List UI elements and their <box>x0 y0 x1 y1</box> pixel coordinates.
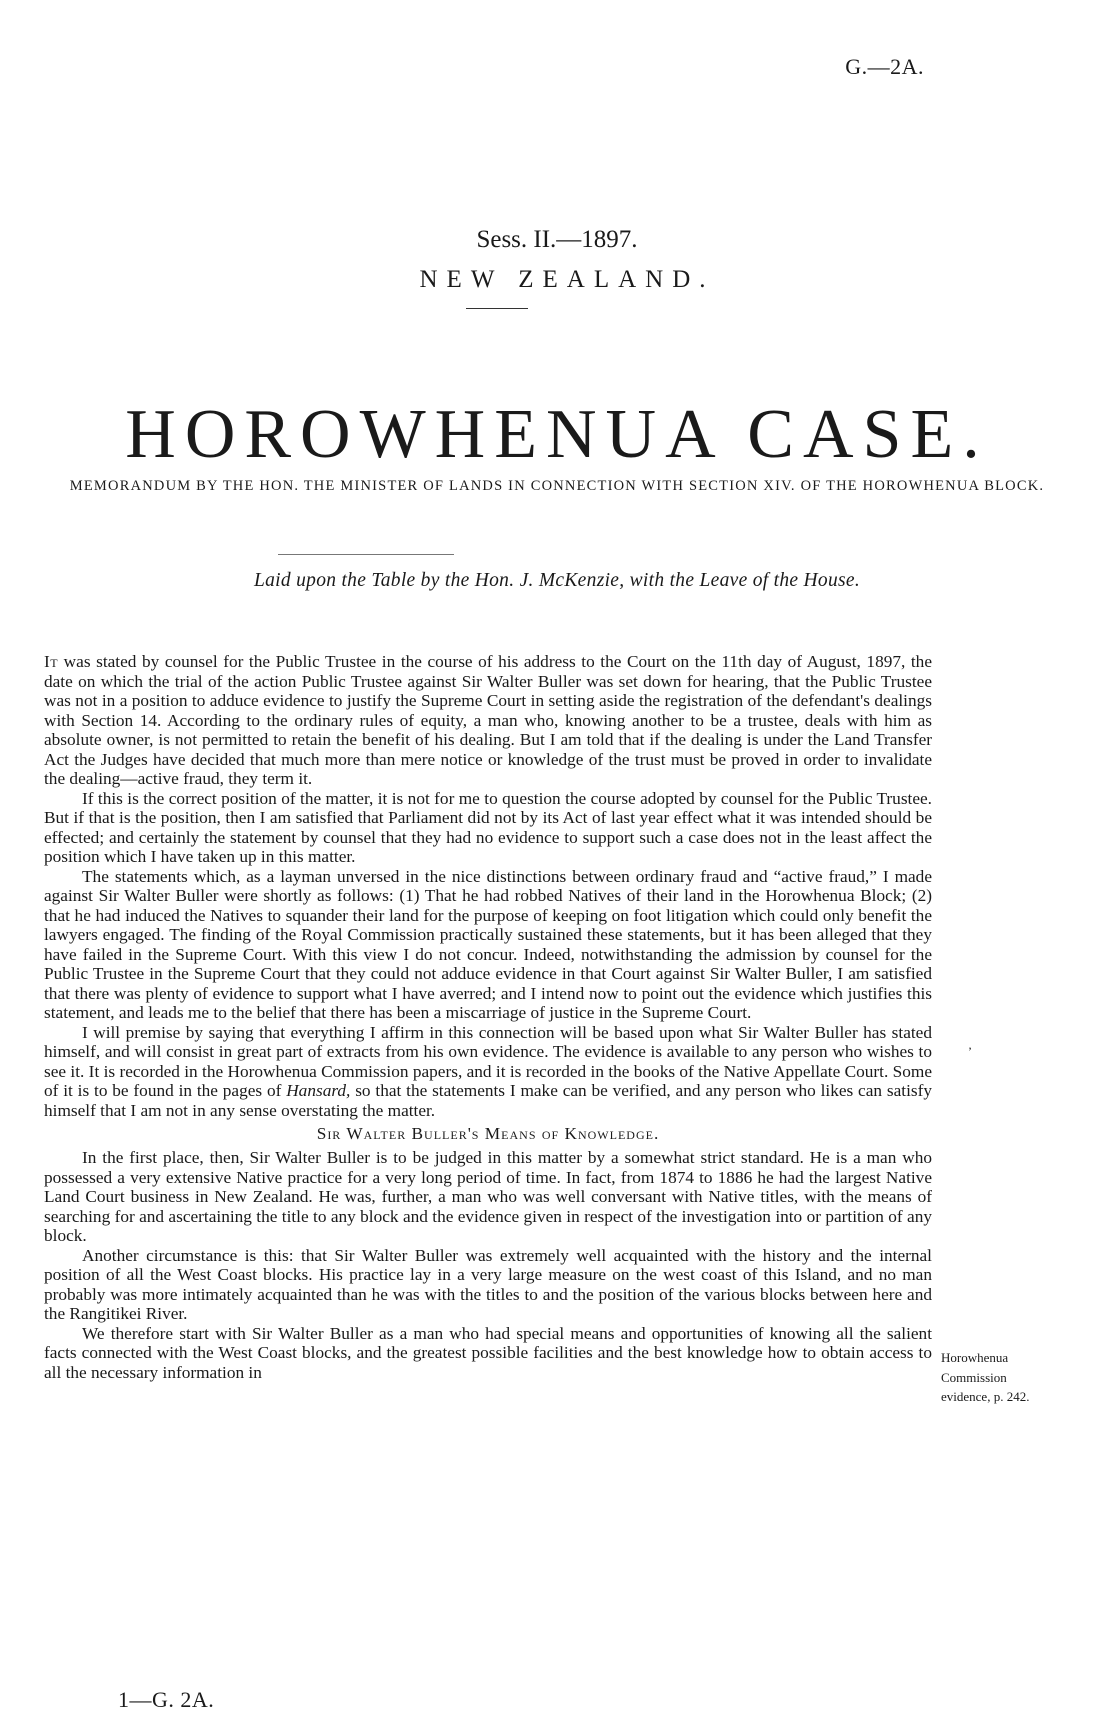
margin-mark: ’ <box>968 1044 972 1058</box>
paragraph-7: We therefore start with Sir Walter Buller as a man who had special means and opportunities of knowing all the salient facts connected with the West Coast blocks, and the greatest possible facilities and the best knowledge how to obtain access to all the necessary information in <box>44 1323 932 1382</box>
margin-note-line-3: evidence, p. 242. <box>941 1389 1030 1404</box>
divider-rule <box>466 308 528 309</box>
hansard-reference: Hansard, <box>286 1081 351 1100</box>
divider-rule-long <box>278 554 454 555</box>
paragraph-2: If this is the correct position of the matter, it is not for me to question the course adopted by counsel for the Public Trustee. But if that is the position, then I am satisfied that Parliament did not by its Act of last year effect what it was intended should be effected; and certainly the statement by counsel that they had no evidence to support such a case does not in the least affect the position which I have taken up in this matter. <box>44 788 932 866</box>
paragraph-1 <box>44 652 932 789</box>
margin-note-line-2: Commission <box>941 1369 1007 1385</box>
paragraph-6: Another circumstance is this: that Sir Walter Buller was extremely well acquainted with the history and the internal position of all the West Coast blocks. His practice lay in a very large measure on the west coast of this Island, and no man probably was more intimately acquainted than he was with the titles to and the position of the various blocks between here and the Rangitikei River. <box>44 1245 932 1323</box>
country-line: NEW ZEALAND. <box>419 266 715 293</box>
margin-note <box>941 1348 1071 1407</box>
paragraph-5: In the first place, then, Sir Walter Buller is to be judged in this matter by a somewhat strict standard. He is a man who possessed a very extensive Native practice for a very long period of time. In fact, from 1874 to 1886 he had the largest Native Land Court business in New Zealand. He was, further, a man who was well conversant with Native titles, with the means of searching for and ascertaining the title to any block and the evidence given in respect of the investigation into or partition of any block. <box>44 1148 932 1245</box>
paragraph-4-text-b: so that the statements I make can be verified, and any person who likes can satisfy himself that I am not in any sense overstating the matter. <box>44 1081 932 1120</box>
session-line: Sess. II.—1897. <box>476 226 638 253</box>
paragraph-4-text-a: I will premise by saying that everything I affirm in this connection will be based upon what Sir Walter Buller has stated himself, and will consist in great part of extracts from his own evidence. The evidence is available to any person who wishes to see it. It is recorded in the Horowhenua Commission papers, and it is recorded in the books of the Native Appellate Court. Some of it is to be found in the pages of <box>44 1022 932 1100</box>
memorandum-body <box>44 652 932 1382</box>
opening-word: It <box>44 652 59 671</box>
page-footer: 1—G. 2A. <box>118 1687 215 1712</box>
paper-reference: G.—2A. <box>845 54 924 79</box>
paragraph-3: The statements which, as a layman unversed in the nice distinctions between ordinary fraud and “active fraud,” I made against Sir Walter Buller were shortly as follows: (1) That he had robbed Natives of their land in the Horowhenua Block; (2) that he had induced the Natives to squander their land for the purpose of keeping on foot litigation which could only benefit the lawyers engaged. The finding of the Royal Commission practically sustained these statements, but it has been alleged that they have failed in the Supreme Court. With this view I do not concur. Indeed, notwithstanding the admission by counsel for the Public Trustee in the Supreme Court that they could not adduce evidence in that Court against Sir Walter Buller, I am satisfied that there was plenty of evidence to support what I have averred; and I intend now to point out the evidence which justifies this statement, and leads me to the belief that there has been a miscarriage of justice in the Supreme Court. <box>44 866 932 1022</box>
document-title: HOROWHENUA CASE. <box>125 396 989 473</box>
paragraph-1-text: was stated by counsel for the Public Trustee in the course of his address to the Court on the 11th day of August, 1897, the date on which the trial of the action Public Trustee against Sir Walter Buller was set down for hearing, that the Public Trustee was not in a position to adduce evidence to justify the Supreme Court in setting aside the registration of the defendant's dealings with Section 14. According to the ordinary rules of equity, a man who, knowing another to be a trustee, deals with him as absolute owner, is not permitted to retain the benefit of his dealing. But I am told that if the dealing is under the Land Transfer Act the Judges have decided that much more than mere notice or knowledge of the trust must be proved in order to invalidate the dealing—active fraud, they term it. <box>44 652 932 788</box>
section-heading: Sir Walter Buller's Means of Knowledge. <box>316 1124 660 1143</box>
paragraph-4 <box>44 1023 932 1121</box>
margin-note-line-1: Horowhenua <box>941 1350 1009 1365</box>
laid-upon-table-line: Laid upon the Table by the Hon. J. McKenzie, with the Leave of the House. <box>253 570 861 591</box>
document-subtitle: MEMORANDUM BY THE HON. THE MINISTER OF LANDS IN CONNECTION WITH SECTION XIV. OF THE HOROWHENUA BLOCK. <box>69 478 1045 494</box>
